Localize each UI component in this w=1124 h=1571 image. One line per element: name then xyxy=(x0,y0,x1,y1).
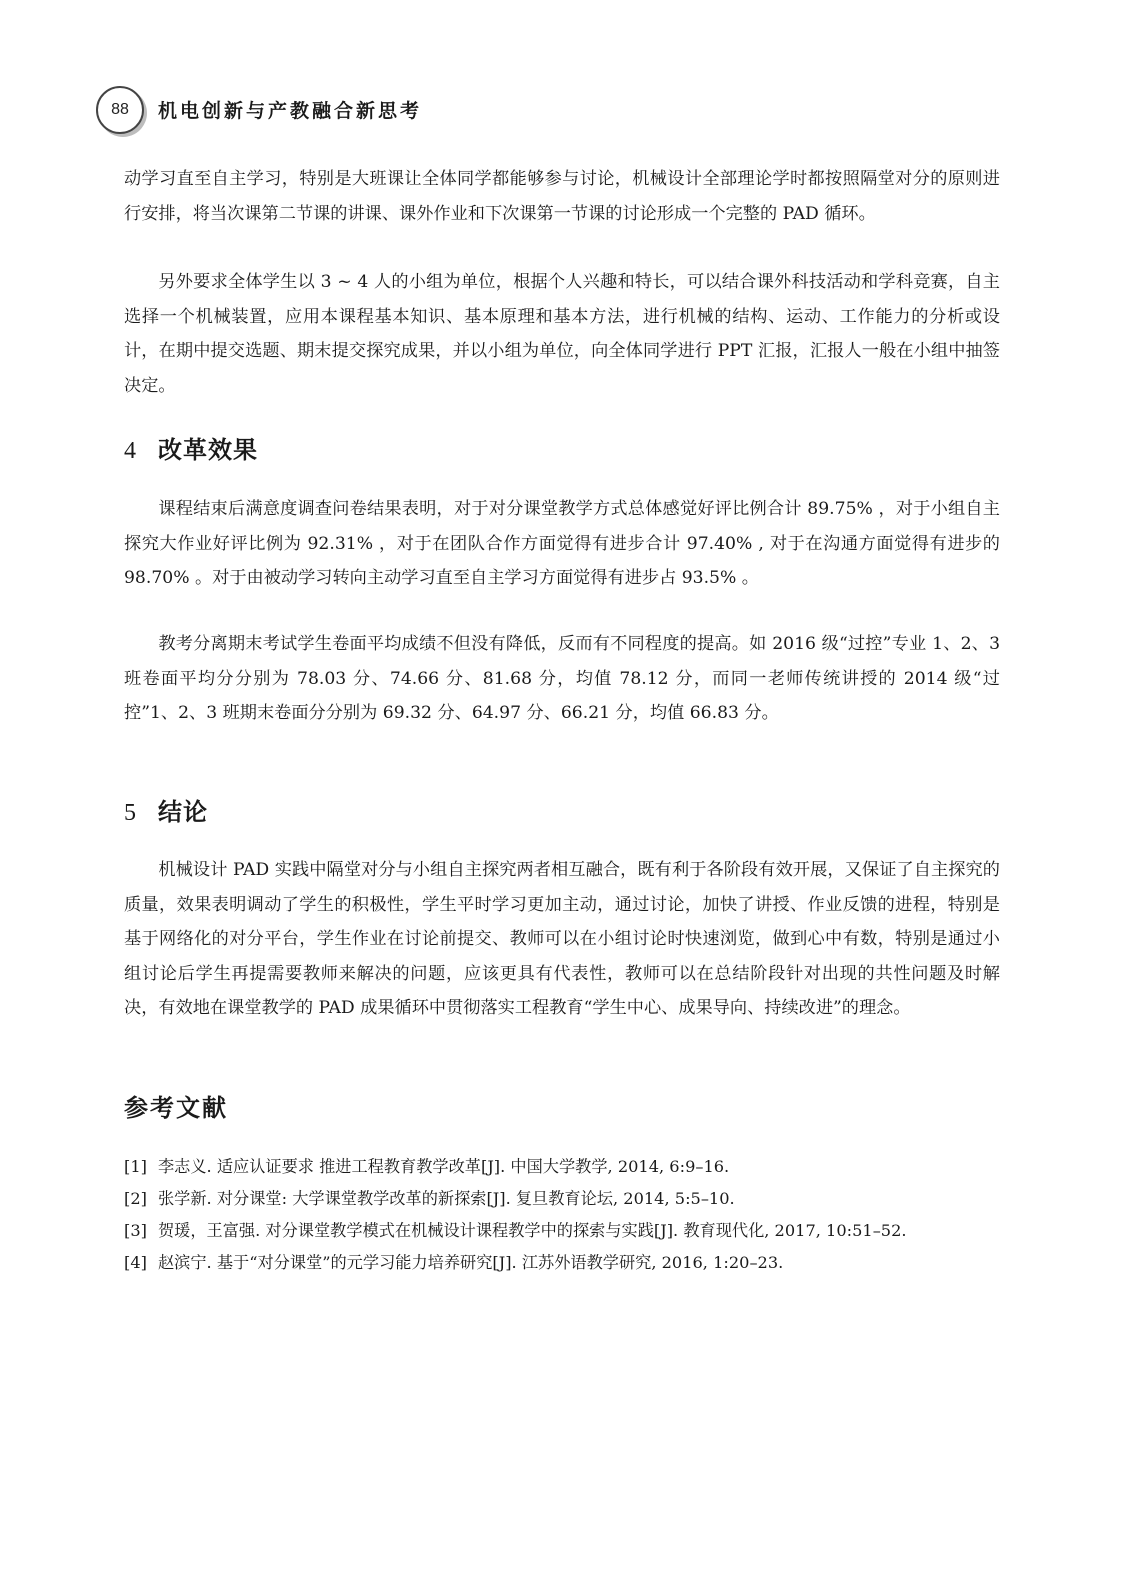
section-heading-4 xyxy=(124,430,258,465)
page-header xyxy=(96,86,436,136)
reference-number: [4] xyxy=(124,1253,147,1272)
section-number: 4 xyxy=(124,438,136,464)
reference-text: 李志义. 适应认证要求 推进工程教育教学改革[J]. 中国大学教学, 2014, 6:9–16. xyxy=(158,1157,730,1176)
paragraph-survey-results: 课程结束后满意度调查问卷结果表明，对于对分课堂教学方式总体感觉好评比例合计 89.75% ，对于小组自主探究大作业好评比例为 92.31% ，对于在团队合作方面觉得有进步合计 97.40% , 对于在沟通方面觉得有进步的 98.70% 。对于由被动学习转向主动学习直至自主学习方面觉得有进步占 93.5% 。 xyxy=(124,499,1000,588)
section-number: 5 xyxy=(124,800,136,826)
paragraph-group-project: 另外要求全体学生以 3 ~ 4 人的小组为单位，根据个人兴趣和特长，可以结合课外科技活动和学科竞赛，自主选择一个机械装置，应用本课程基本知识、基本原理和基本方法，进行机械的结构、运动、工作能力的分析或设计，在期中提交选题、期末提交探究成果，并以小组为单位，向全体同学进行 PPT 汇报，汇报人一般在小组中抽签决定。 xyxy=(124,272,1000,396)
reference-number: [2] xyxy=(124,1189,147,1208)
reference-item xyxy=(124,1183,1000,1215)
reference-item xyxy=(124,1247,1000,1279)
paragraph-continuation: 动学习直至自主学习，特别是大班课让全体同学都能够参与讨论，机械设计全部理论学时都按照隔堂对分的原则进行安排，将当次课第二节课的讲课、课外作业和下次课第一节课的讨论形成一个完整的 PAD 循环。 xyxy=(124,169,1000,224)
reference-item xyxy=(124,1151,1000,1183)
reference-number: [1] xyxy=(124,1157,147,1176)
reference-text: 贺瑗，王富强. 对分课堂教学模式在机械设计课程教学中的探索与实践[J]. 教育现代化, 2017, 10:51–52. xyxy=(158,1221,907,1240)
references-heading: 参考文献 xyxy=(124,1094,228,1122)
references-list xyxy=(124,1151,1000,1279)
paragraph-conclusion: 机械设计 PAD 实践中隔堂对分与小组自主探究两者相互融合，既有利于各阶段有效开展，又保证了自主探究的质量，效果表明调动了学生的积极性，学生平时学习更加主动，通过讨论，加快了讲授、作业反馈的进程，特别是基于网络化的对分平台，学生作业在讨论前提交、教师可以在小组讨论时快速浏览，做到心中有数，特别是通过小组讨论后学生再提需要教师来解决的问题，应该更具有代表性，教师可以在总结阶段针对出现的共性问题及时解决，有效地在课堂教学的 PAD 成果循环中贯彻落实工程教育“学生中心、成果导向、持续改进”的理念。 xyxy=(124,860,1000,1018)
running-title: 机电创新与产教融合新思考 xyxy=(158,100,423,122)
section-title: 改革效果 xyxy=(158,436,258,464)
reference-item xyxy=(124,1215,1000,1247)
reference-text: 赵滨宁. 基于“对分课堂”的元学习能力培养研究[J]. 江苏外语教学研究, 2016, 1:20–23. xyxy=(158,1253,784,1272)
paragraph-exam-scores: 教考分离期末考试学生卷面平均成绩不但没有降低，反而有不同程度的提高。如 2016 级“过控”专业 1、2、3 班卷面平均分分别为 78.03 分、74.66 分、81.68 分，均值 78.12 分，而同一老师传统讲授的 2014 级“过控”1、2、3 班期末卷面分分别为 69.32 分、64.97 分、66.21 分，均值 66.83 分。 xyxy=(124,634,1000,723)
reference-text: 张学新. 对分课堂: 大学课堂教学改革的新探索[J]. 复旦教育论坛, 2014, 5:5–10. xyxy=(158,1189,735,1208)
section-title: 结论 xyxy=(158,798,208,826)
section-heading-5 xyxy=(124,792,208,827)
page-number: 88 xyxy=(96,86,144,134)
reference-number: [3] xyxy=(124,1221,147,1240)
